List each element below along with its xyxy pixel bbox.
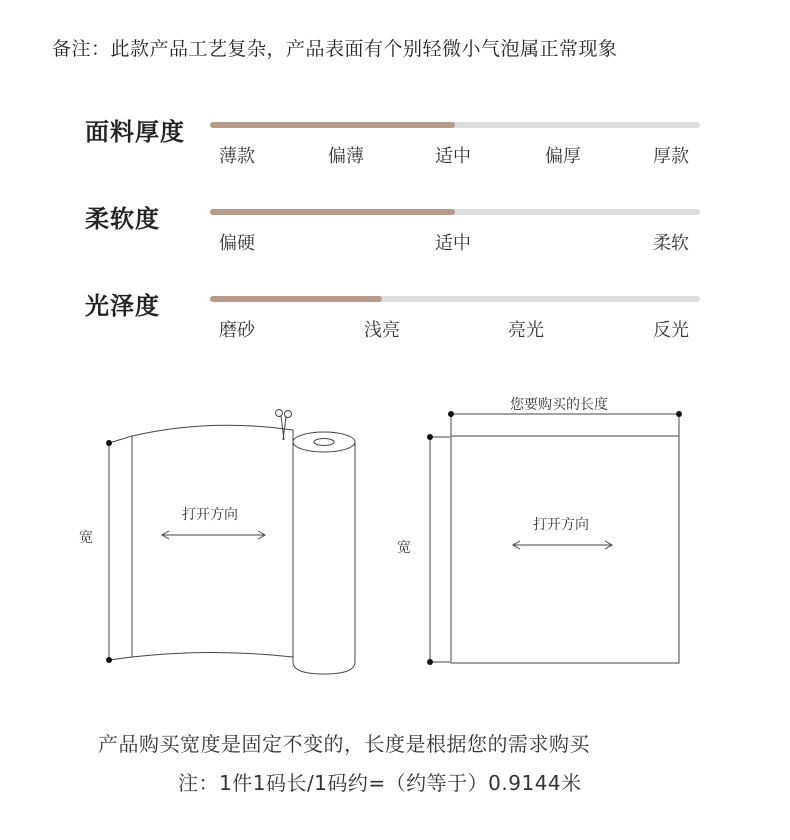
sheet-width-label: 宽	[397, 540, 411, 556]
scale-fill	[210, 122, 455, 128]
scale-title: 光泽度	[85, 292, 160, 320]
scale-fill	[210, 296, 382, 302]
scale-label: 柔软	[653, 233, 689, 254]
roll-cylinder	[293, 442, 355, 674]
roll-direction-label: 打开方向	[182, 507, 238, 523]
scale-track	[210, 209, 700, 215]
scale-label: 适中	[435, 146, 471, 167]
scale-label: 浅亮	[364, 320, 400, 341]
fabric-diagram	[0, 380, 790, 690]
footer-line-1: 产品购买宽度是固定不变的，长度是根据您的需求购买	[98, 732, 590, 756]
roll-sheet	[132, 425, 293, 657]
scale-label: 偏硬	[219, 233, 255, 254]
note-text: 备注：此款产品工艺复杂，产品表面有个别轻微小气泡属正常现象	[52, 38, 618, 60]
scale-label: 厚款	[653, 146, 689, 167]
scale-title: 柔软度	[85, 205, 160, 233]
scale-label: 适中	[435, 233, 471, 254]
scale-label: 亮光	[508, 320, 544, 341]
scale-label: 薄款	[219, 146, 255, 167]
scale-label: 反光	[653, 320, 689, 341]
scale-track	[210, 296, 700, 302]
sheet-rect	[451, 436, 679, 663]
sheet-direction-label: 打开方向	[533, 517, 589, 533]
roll-width-label: 宽	[79, 530, 93, 546]
scale-label: 磨砂	[219, 320, 255, 341]
scale-label: 偏薄	[328, 146, 364, 167]
scale-label: 偏厚	[545, 146, 581, 167]
scale-track	[210, 122, 700, 128]
scale-fill	[210, 209, 455, 215]
sheet-length-label: 您要购买的长度	[510, 397, 608, 413]
scale-title: 面料厚度	[85, 118, 185, 146]
footer-line-2: 注：1件1码长/1码约=（约等于）0.9144米	[178, 771, 582, 795]
roll-core	[314, 439, 334, 446]
